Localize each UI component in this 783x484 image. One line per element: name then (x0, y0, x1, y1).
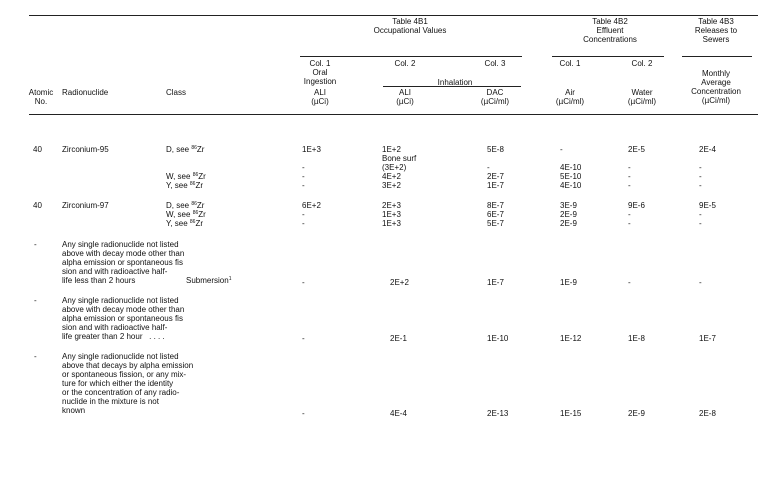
b2-col1-label: Col. 1 (559, 59, 581, 68)
table-4b1-subtitle: Occupational Values (373, 26, 447, 35)
r1-dac: 1E-7 (487, 278, 504, 287)
zr95-sewer: 2E-4 - - - (699, 145, 716, 190)
r2-ali-inh: 2E-1 (390, 334, 407, 343)
r2-atomic: - (34, 296, 37, 305)
table-4b3-title: Table 4B3 (698, 17, 734, 26)
ali-inh-label: ALI (398, 88, 411, 97)
zr97-class-y: Y, see $^{86}$Zr (166, 219, 203, 228)
zr97-water: 9E-6 - - (628, 201, 645, 228)
table-4b2-rule (552, 56, 664, 57)
zr97-dac: 8E-7 6E-7 5E-7 (487, 201, 504, 228)
r1-ali-oral: - (302, 278, 305, 287)
r3-air: 1E-15 (560, 409, 582, 418)
radionuclide-label: Radionuclide (62, 88, 109, 97)
r3-atomic: - (34, 352, 37, 361)
r2-air: 1E-12 (560, 334, 582, 343)
r2-sewer: 1E-7 (699, 334, 716, 343)
atomic-no-label: No. (34, 97, 48, 106)
r1-submersion: Submersion$^1$ (186, 276, 232, 285)
table-4b3-subtitle-1: Releases to (694, 26, 738, 35)
r2-dac: 1E-10 (487, 334, 509, 343)
b2-col2-label: Col. 2 (631, 59, 653, 68)
monthly-label: Monthly (701, 69, 730, 78)
header-bottom-rule (29, 114, 758, 115)
dac-unit: (µCi/ml) (480, 97, 510, 106)
r1-sewer: - (699, 278, 702, 287)
col2-label: Col. 2 (394, 59, 416, 68)
r1-water: - (628, 278, 631, 287)
top-rule (29, 15, 758, 16)
r2-water: 1E-8 (628, 334, 645, 343)
zr97-name: Zirconium-97 (62, 201, 109, 210)
r3-ali-inh: 4E-4 (390, 409, 407, 418)
r1-air: 1E-9 (560, 278, 577, 287)
water-label: Water (631, 88, 653, 97)
table-4b1-rule (300, 56, 522, 57)
r3-description: Any single radionuclide not listed above that decays by alpha emission or spontaneous fission, or any mix- ture for which either the identity or the concentration of any radio- nuclide in the mixture is not known (62, 352, 194, 415)
col3-label: Col. 3 (484, 59, 506, 68)
r3-sewer: 2E-8 (699, 409, 716, 418)
zr95-air: - 4E-10 5E-10 4E-10 (560, 145, 582, 190)
ali-inh-unit: (µCi) (396, 97, 414, 106)
r1-description: Any single radionuclide not listed above with decay mode other than alpha emission or spontaneous fis sion and with radioactive half- life less than 2 hours (62, 240, 185, 285)
zr95-class-d: D, see $^{86}$Zr (166, 145, 205, 154)
air-unit: (µCi/ml) (555, 97, 585, 106)
r3-water: 2E-9 (628, 409, 645, 418)
r2-ali-oral: - (302, 334, 305, 343)
inhalation-label: Inhalation (437, 78, 473, 87)
zr95-ali-inh: 1E+2 Bone surf (3E+2) 4E+2 3E+2 (382, 145, 417, 190)
r1-atomic: - (34, 240, 37, 249)
r2-description: Any single radionuclide not listed above with decay mode other than alpha emission or spontaneous fis sion and with radioactive half- life greater than 2 hour . . . . (62, 296, 185, 341)
r3-dac: 2E-13 (487, 409, 509, 418)
zr95-atomic: 40 (33, 145, 42, 154)
ali-oral-unit: (µCi) (311, 97, 329, 106)
zr95-class-y: Y, see $^{86}$Zr (166, 181, 203, 190)
zr97-ali-oral: 6E+2 - - (302, 201, 321, 228)
ali-oral-label: ALI (313, 88, 326, 97)
zr95-ali-oral: 1E+3 - - - (302, 145, 321, 190)
r1-ali-inh: 2E+2 (390, 278, 409, 287)
zr97-ali-inh: 2E+3 1E+3 1E+3 (382, 201, 401, 228)
zr97-air: 3E-9 2E-9 2E-9 (560, 201, 577, 228)
table-4b2-subtitle-2: Concentrations (583, 35, 637, 44)
zr97-sewer: 9E-5 - - (699, 201, 716, 228)
monthly-unit: (µCi/ml) (701, 96, 731, 105)
zr95-dac: 5E-8 - 2E-7 1E-7 (487, 145, 504, 190)
col1-oral: Oral (312, 68, 328, 77)
class-label: Class (166, 88, 187, 97)
atomic-label: Atomic (28, 88, 54, 97)
table-4b3-rule (682, 56, 752, 57)
water-unit: (µCi/ml) (627, 97, 657, 106)
zr95-name: Zirconium-95 (62, 145, 109, 154)
zr97-atomic: 40 (33, 201, 42, 210)
table-4b2-subtitle-1: Effluent (596, 26, 624, 35)
col1-label: Col. 1 (309, 59, 331, 68)
zr95-class-w: W, see $^{86}$Zr (166, 172, 206, 181)
dac-label: DAC (486, 88, 504, 97)
table-4b3-subtitle-2: Sewers (702, 35, 730, 44)
col1-ingestion: Ingestion (303, 77, 337, 86)
concentration-label: Concentration (691, 87, 741, 96)
air-label: Air (565, 88, 575, 97)
r3-ali-oral: - (302, 409, 305, 418)
zr97-class-d: D, see $^{86}$Zr (166, 201, 205, 210)
table-4b2-title: Table 4B2 (592, 17, 628, 26)
average-label: Average (701, 78, 731, 87)
zr97-class-w: W, see $^{86}$Zr (166, 210, 206, 219)
table-4b1-title: Table 4B1 (392, 17, 428, 26)
zr95-water: 2E-5 - - - (628, 145, 645, 190)
